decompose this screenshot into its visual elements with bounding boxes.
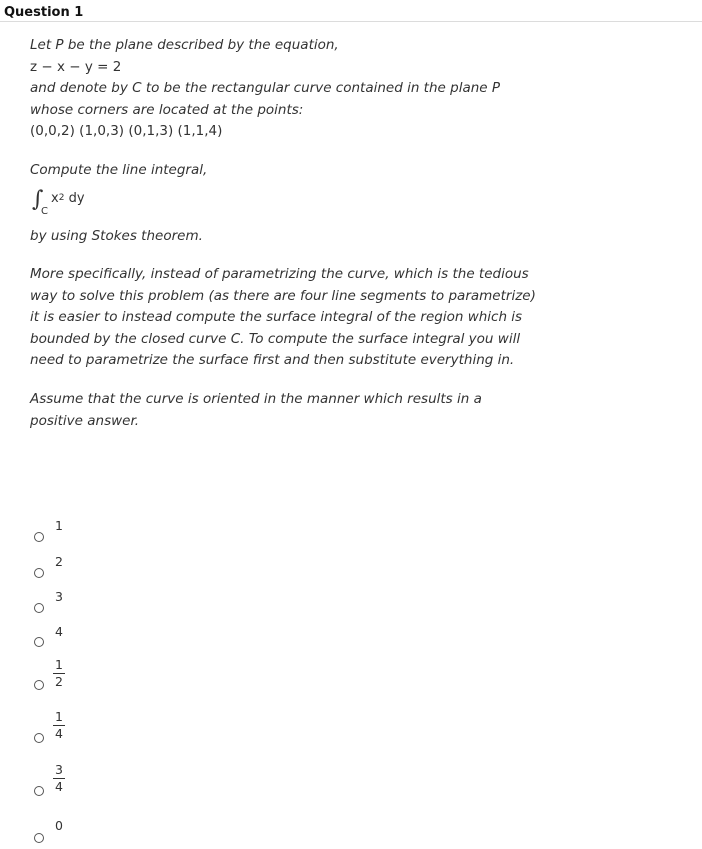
answer-option[interactable]: [34, 658, 94, 694]
fraction-numerator: 3: [55, 762, 63, 777]
integrand-base: x: [51, 191, 59, 206]
integral-subscript: C: [41, 206, 48, 217]
answer-option[interactable]: [34, 624, 94, 654]
paragraph-3-line-2: positive answer.: [30, 413, 140, 429]
radio-button[interactable]: [34, 786, 44, 796]
line-integral-expression: [32, 187, 152, 220]
radio-button[interactable]: [34, 733, 44, 743]
paragraph-2-line-5: need to parametrize the surface first and then substitute everything in.: [30, 352, 515, 368]
radio-button[interactable]: [34, 680, 44, 690]
fraction-denominator: 2: [55, 674, 63, 689]
fraction-numerator: 1: [55, 657, 63, 672]
answer-option[interactable]: [34, 554, 94, 584]
paragraph-2-line-4: bounded by the closed curve C. To compute the surface integral you will: [30, 331, 521, 347]
fraction-denominator: 4: [55, 779, 63, 794]
stokes-line: by using Stokes theorem.: [30, 228, 203, 244]
radio-button[interactable]: [34, 568, 44, 578]
option-label: 0: [55, 818, 63, 833]
answer-option[interactable]: [34, 589, 94, 619]
radio-button[interactable]: [34, 532, 44, 542]
paragraph-2-line-1: More specifically, instead of parametrizing the curve, which is the tedious: [30, 266, 529, 282]
question-text-line-4: whose corners are located at the points:: [30, 102, 304, 118]
integrand: [51, 191, 85, 206]
option-label: 4: [55, 624, 63, 639]
paragraph-3-line-1: Assume that the curve is oriented in the manner which results in a: [30, 391, 482, 407]
radio-button[interactable]: [34, 603, 44, 613]
question-title: Question 1: [4, 5, 84, 20]
plane-equation: z − x − y = 2: [30, 59, 122, 75]
radio-button[interactable]: [34, 833, 44, 843]
integral-sign: ∫: [32, 187, 44, 212]
integrand-differential: dy: [64, 191, 85, 206]
radio-button[interactable]: [34, 637, 44, 647]
option-label: 3: [55, 589, 63, 604]
fraction-label: [52, 710, 66, 740]
fraction-label: [52, 658, 66, 688]
answer-option[interactable]: [34, 518, 94, 548]
title-divider: [0, 21, 702, 22]
integrand-exponent: 2: [58, 193, 65, 203]
answer-option[interactable]: [34, 763, 94, 799]
option-label: 1: [55, 518, 63, 533]
answer-option[interactable]: [34, 818, 94, 848]
option-label: 2: [55, 554, 63, 569]
fraction-numerator: 1: [55, 709, 63, 724]
fraction-label: [52, 763, 66, 793]
question-text-line-1: Let P be the plane described by the equation,: [30, 37, 339, 53]
question-text-line-3: and denote by C to be the rectangular curve contained in the plane P: [30, 80, 501, 96]
fraction-denominator: 4: [55, 726, 63, 741]
compute-prompt: Compute the line integral,: [30, 162, 208, 178]
paragraph-2-line-3: it is easier to instead compute the surface integral of the region which is: [30, 309, 523, 325]
paragraph-2-line-2: way to solve this problem (as there are four line segments to parametrize): [30, 288, 536, 304]
corner-points: (0,0,2) (1,0,3) (0,1,3) (1,1,4): [30, 123, 223, 139]
answer-option[interactable]: [34, 710, 94, 746]
